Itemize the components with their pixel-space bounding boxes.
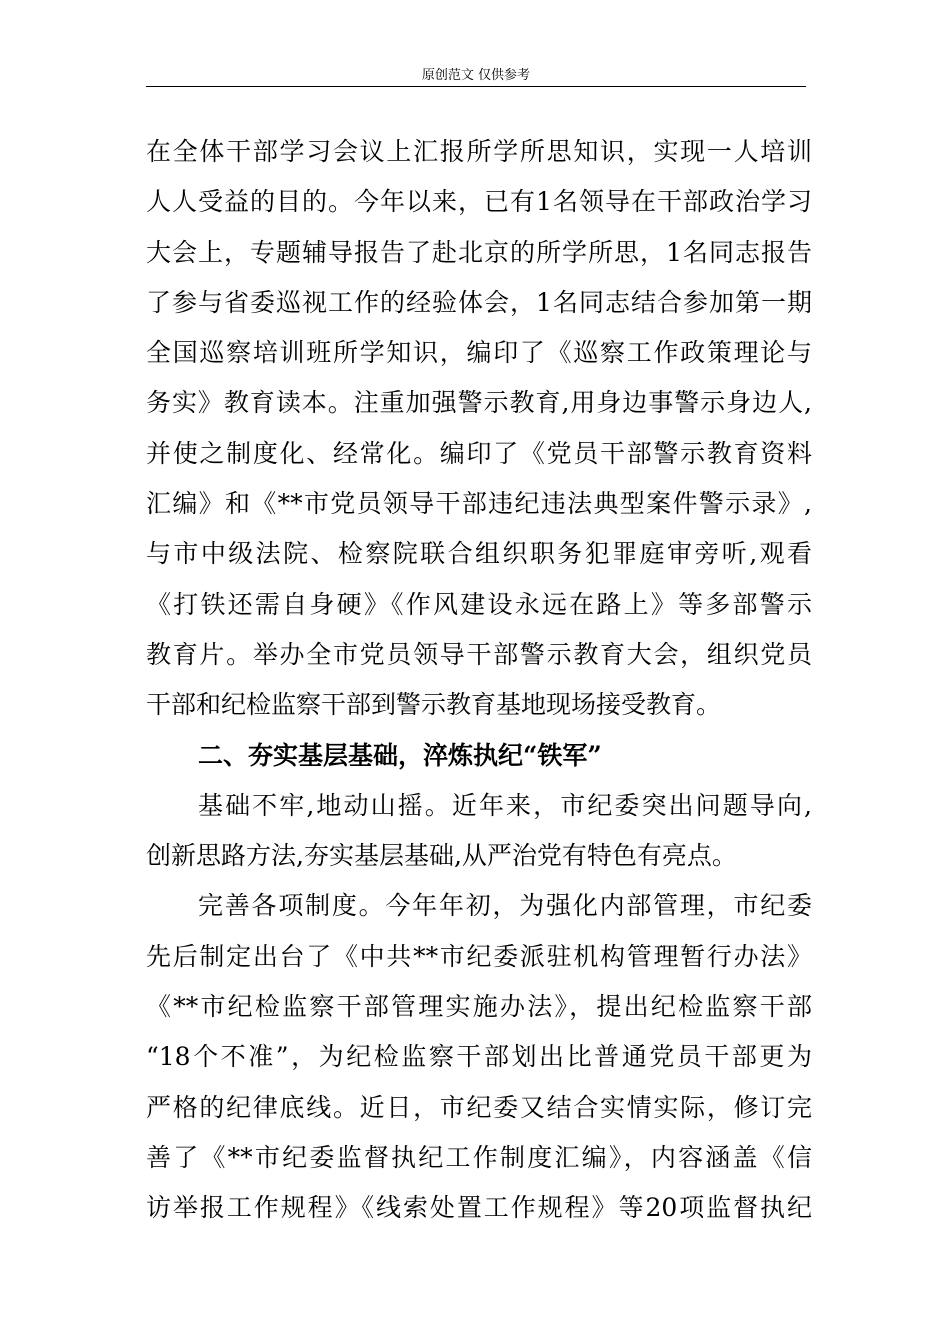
header-divider (146, 86, 806, 87)
body-line: 《打铁还需自身硬》《作风建设永远在路上》等多部警示 (146, 589, 812, 619)
body-line: 《**市纪检监察干部管理实施办法》，提出纪检监察干部 (146, 992, 812, 1022)
document-body (146, 127, 812, 1234)
body-line: 并使之制度化、经常化。编印了《党员干部警示教育资料 (146, 438, 812, 468)
body-line: 干部和纪检监察干部到警示教育基地现场接受教育。 (146, 690, 722, 720)
body-line: 善了《**市纪委监督执纪工作制度汇编》，内容涵盖《信 (146, 1142, 812, 1172)
body-line: 访举报工作规程》《线索处置工作规程》等20项监督执纪 (146, 1193, 812, 1223)
body-line: 人人受益的目的。今年以来，已有1名领导在干部政治学习 (146, 187, 812, 217)
body-line: 与市中级法院、检察院联合组织职务犯罪庭审旁听,观看 (146, 539, 812, 569)
body-line: “18个不准”，为纪检监察干部划出比普通党员干部更为 (146, 1042, 812, 1072)
section-heading: 二、夯实基层基础，淬炼执纪“铁军” (198, 740, 602, 770)
body-line: 了参与省委巡视工作的经验体会，1名同志结合参加第一期 (146, 287, 812, 317)
page-header: 原创范文 仅供参考 (421, 68, 531, 83)
body-line: 基础不牢,地动山摇。近年来，市纪委突出问题导向, (198, 790, 812, 820)
body-line: 务实》教育读本。注重加强警示教育,用身边事警示身边人, (146, 388, 812, 418)
body-line: 先后制定出台了《中共**市纪委派驻机构管理暂行办法》 (146, 941, 812, 971)
body-line: 严格的纪律底线。近日，市纪委又结合实情实际，修订完 (146, 1092, 812, 1122)
body-line: 完善各项制度。今年年初，为强化内部管理，市纪委 (198, 891, 812, 921)
body-line: 汇编》和《**市党员领导干部违纪违法典型案件警示录》, (146, 489, 812, 519)
body-line: 在全体干部学习会议上汇报所学所思知识，实现一人培训 (146, 137, 812, 166)
body-line: 大会上，专题辅导报告了赴北京的所学所思，1名同志报告 (146, 237, 812, 267)
body-line: 全国巡察培训班所学知识，编印了《巡察工作政策理论与 (146, 338, 812, 368)
body-line: 教育片。举办全市党员领导干部警示教育大会，组织党员 (146, 639, 812, 669)
body-line: 创新思路方法,夯实基层基础,从严治党有特色有亮点。 (146, 841, 737, 871)
